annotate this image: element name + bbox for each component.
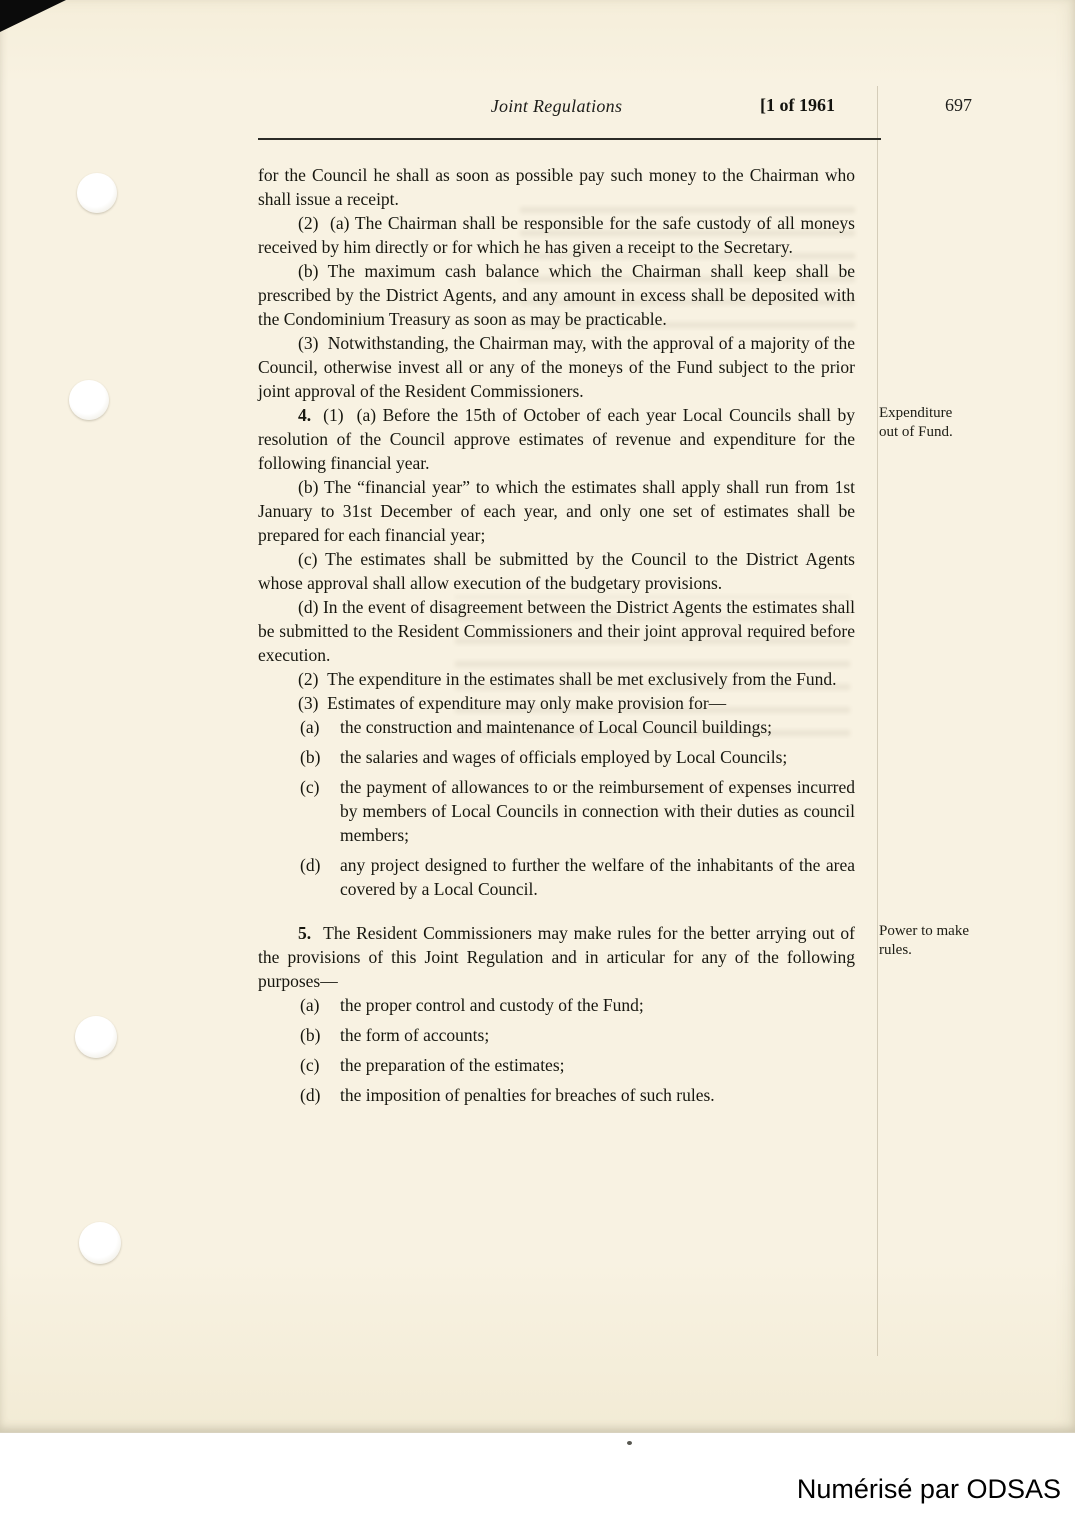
paragraph-4-3: (3) Estimates of expenditure may only make provision for— — [298, 693, 727, 713]
list-item-label: (c) — [300, 777, 320, 797]
paragraph-2a: (2) (a) The Chairman shall be responsible for the safe custody of all moneys received by him directly or for which he has given a receipt to the Secretary. — [258, 213, 855, 257]
margin-note-power: Power to make rules. — [879, 923, 969, 958]
paragraph-4-2: (2) The expenditure in the estimates shall be met exclusively from the Fund. — [298, 669, 837, 689]
list-item-label: (a) — [300, 995, 320, 1015]
hole-punch — [69, 380, 109, 420]
list-item-text: the salaries and wages of officials employed by Local Councils; — [340, 747, 788, 767]
list-item-label: (b) — [300, 1025, 321, 1045]
hole-punch — [77, 173, 117, 213]
list-item-label: (b) — [300, 747, 321, 767]
margin-note-expenditure: Expenditure out of Fund. — [879, 405, 953, 440]
digitization-watermark: Numérisé par ODSAS — [796, 1474, 1061, 1504]
list-item — [300, 993, 855, 1017]
section-4-paragraph — [258, 403, 953, 475]
section-5-text: The Resident Commissioners may make rules for the better arrying out of the provisions of this Joint Regulation and in articular for any of the following purposes— — [258, 923, 855, 991]
hole-punch — [75, 1016, 117, 1058]
scan-corner-mark — [0, 0, 66, 32]
list-item-text: the construction and maintenance of Local Council buildings; — [340, 717, 773, 737]
scan-speck — [627, 1441, 632, 1445]
paragraph-4-1d: (d) In the event of disagreement between the District Agents the estimates shall be submitted to the Resident Commissioners and their joint approval required before execution. — [258, 597, 855, 665]
list-item-text: any project designed to further the welfare of the inhabitants of the area covered by a Local Council. — [340, 855, 855, 899]
list-item — [300, 1083, 855, 1107]
section-number: 5. — [298, 923, 312, 943]
list-item-text: the proper control and custody of the Fund; — [340, 995, 644, 1015]
list-item — [300, 1023, 855, 1047]
list-item-text: the imposition of penalties for breaches of such rules. — [340, 1085, 715, 1105]
paragraph-2b: (b) The maximum cash balance which the Chairman shall keep shall be prescribed by the District Agents, and any amount in excess shall be deposited with the Condominium Treasury as soon as may be practicable. — [258, 261, 855, 329]
list-item — [300, 1053, 855, 1077]
paragraph-continuation: for the Council he shall as soon as possible pay such money to the Chairman who shall issue a receipt. — [258, 165, 855, 209]
header-rule — [258, 138, 881, 140]
section-4-text: (1) (a) Before the 15th of October of each year Local Councils shall by resolution of the Council approve estimates of revenue and expenditure for the following financial year. — [258, 405, 855, 473]
running-head-title: Joint Regulations — [490, 96, 623, 116]
list-item — [300, 715, 855, 739]
list-item — [300, 775, 855, 847]
list-item-label: (c) — [300, 1055, 320, 1075]
hole-punch — [79, 1222, 121, 1264]
paragraph-3: (3) Notwithstanding, the Chairman may, with the approval of a majority of the Council, otherwise invest all or any of the moneys of the Fund subject to the prior joint approval of the Resident Commissioners. — [258, 333, 855, 401]
list-item-text: the form of accounts; — [340, 1025, 490, 1045]
list-item — [300, 745, 855, 769]
list-item — [300, 853, 855, 901]
paragraph-4-1b: (b) The “financial year” to which the estimates shall apply shall run from 1st January to 31st December of each year, and only one set of estimates shall be prepared for each financial year; — [258, 477, 855, 545]
section-5-paragraph — [258, 921, 969, 993]
list-item-label: (d) — [300, 855, 321, 875]
page-crease-line — [877, 86, 878, 1356]
list-item-label: (a) — [300, 717, 320, 737]
list-item-text: the payment of allowances to or the reimbursement of expenses incurred by members of Local Councils in connection with their duties as council members; — [340, 777, 855, 845]
page-number: 697 — [945, 95, 972, 115]
running-head-issue: [1 of 1961 — [760, 95, 835, 115]
body-column — [258, 163, 969, 1113]
list-item-label: (d) — [300, 1085, 321, 1105]
list-item-text: the preparation of the estimates; — [340, 1055, 565, 1075]
paragraph-4-1c: (c) The estimates shall be submitted by the Council to the District Agents whose approval shall allow execution of the budgetary provisions. — [258, 549, 855, 593]
section-number: 4. — [298, 405, 312, 425]
